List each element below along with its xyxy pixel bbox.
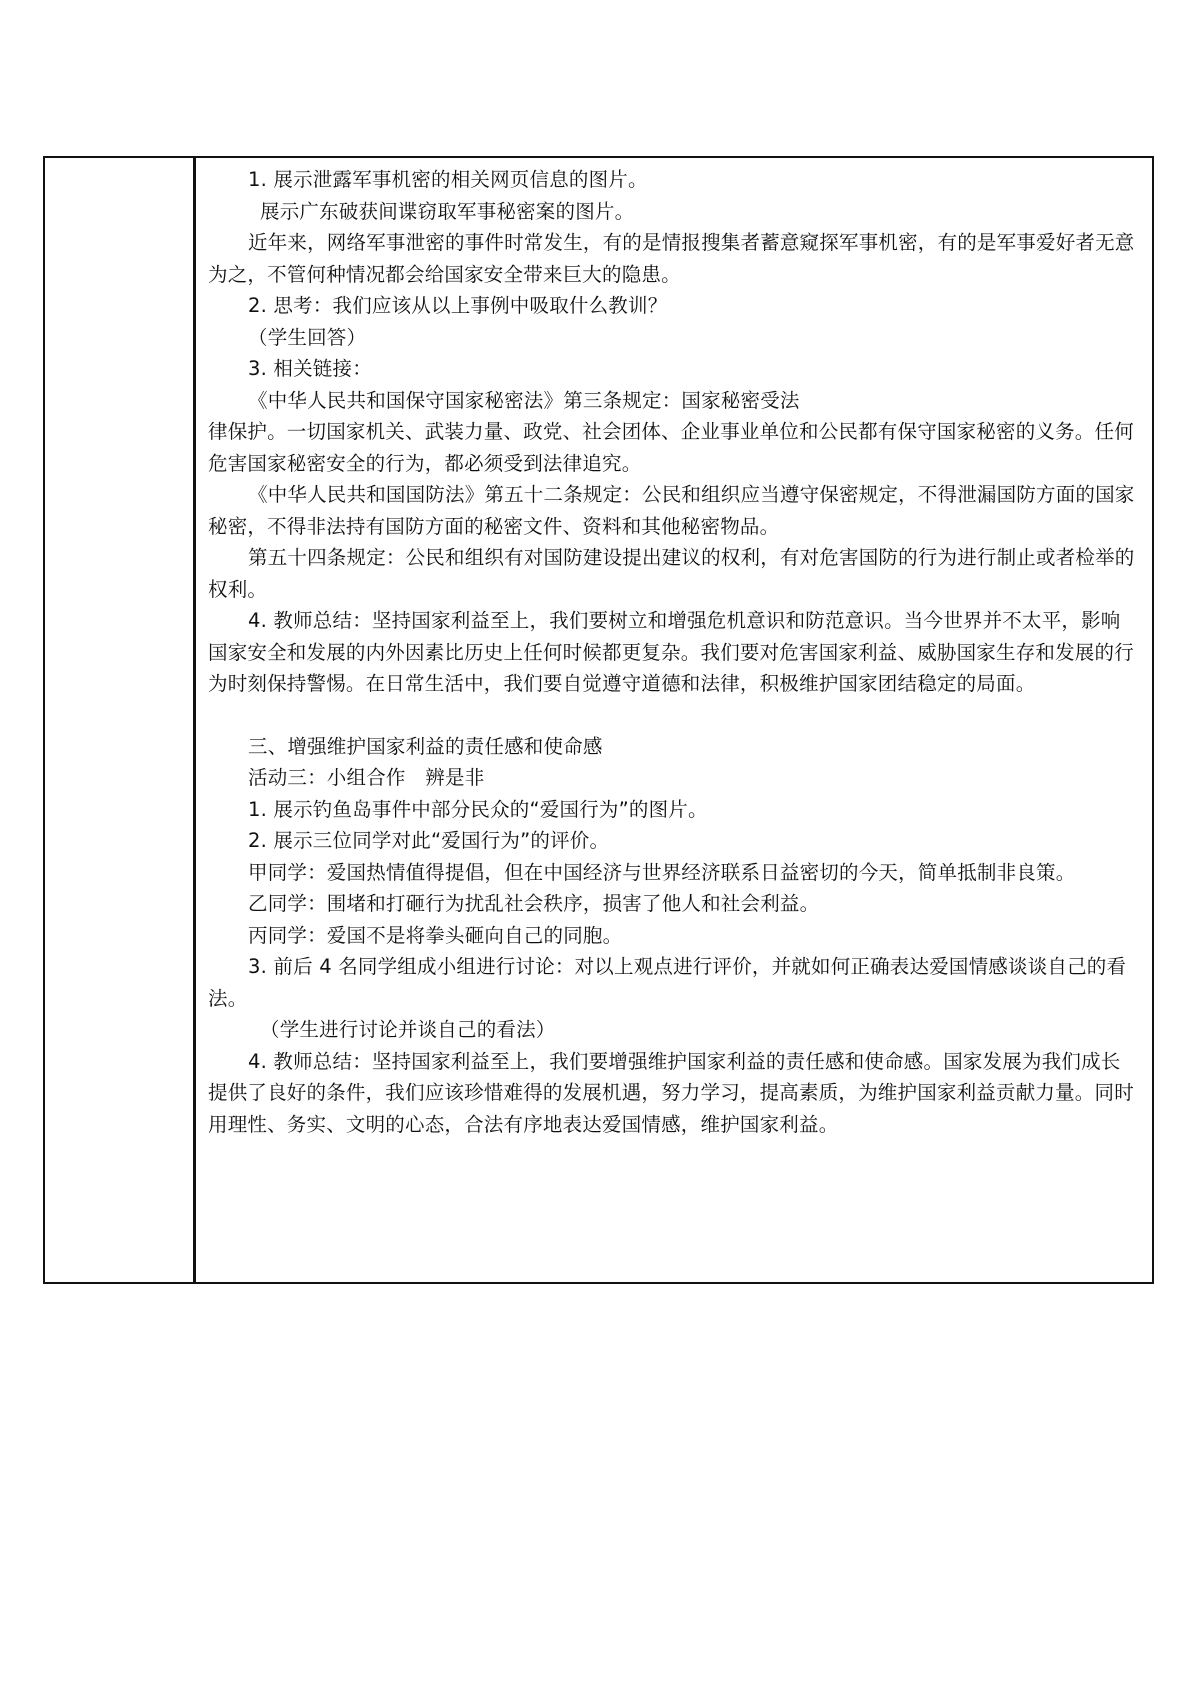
left-column-cell (44, 157, 195, 1283)
s3-student-discussion: （学生进行讨论并谈自己的看法） (260, 1018, 556, 1041)
s2-law-secrets-line1: 《中华人民共和国保守国家秘密法》第三条规定：国家秘密受法 (248, 388, 800, 412)
s2-item-2: 2. 思考：我们应该从以上事例中吸取什么教训？ (248, 294, 668, 317)
content-cell (195, 157, 1154, 1283)
s2-item-1-sub: 展示广东破获间谍窃取军事秘密案的图片。 (260, 199, 635, 223)
section-spacer (208, 700, 1138, 731)
s2-item-3: 3. 相关链接： (248, 357, 372, 380)
s2-item-1: 1. 展示泄露军事机密的相关网页信息的图片。 (248, 168, 648, 191)
s2-law-defense-52: 《中华人民共和国国防法》第五十二条规定：公民和组织应当遵守保密规定，不得泄漏国防方面的国家秘密，不得非法持有国防方面的秘密文件、资料和其他秘密物品。 (208, 483, 1135, 538)
s3-item-3: 3. 前后 4 名同学组成小组进行讨论：对以上观点进行评价，并就如何正确表达爱国情感谈谈自己的看法。 (208, 955, 1127, 1010)
s2-narrative: 近年来，网络军事泄密的事件时常发生，有的是情报搜集者蓄意窥探军事机密，有的是军事爱好者无意为之，不管何种情况都会给国家安全带来巨大的隐患。 (208, 231, 1135, 286)
lesson-plan-table (43, 156, 1154, 1284)
table-row (44, 157, 1153, 1283)
s3-item-1: 1. 展示钓鱼岛事件中部分民众的“爱国行为”的图片。 (248, 797, 708, 821)
s3-student-b: 乙同学：围堵和打砸行为扰乱社会秩序，损害了他人和社会利益。 (248, 892, 820, 915)
s3-item-2: 2. 展示三位同学对此“爱国行为”的评价。 (248, 829, 610, 852)
s2-teacher-summary: 4. 教师总结：坚持国家利益至上，我们要树立和增强危机意识和防范意识。当今世界并不太平，影响国家安全和发展的内外因素比历史上任何时候都更复杂。我们要对危害国家利益、威胁国家生存和发展的行为时刻保持警惕。在日常生活中，我们要自觉遵守道德和法律，积极维护国家团结稳定的局面。 (208, 609, 1134, 695)
s3-student-c: 丙同学：爱国不是将拳头砸向自己的同胞。 (248, 923, 623, 947)
s2-student-answer: （学生回答） (248, 325, 367, 349)
s3-heading: 三、增强维护国家利益的责任感和使命感 (248, 734, 603, 758)
s2-law-secrets-line2: 律保护。一切国家机关、武装力量、政党、社会团体、企业事业单位和公民都有保守国家秘密的义务。任何危害国家秘密安全的行为，都必须受到法律追究。 (208, 420, 1134, 475)
s3-teacher-summary: 4. 教师总结：坚持国家利益至上，我们要增强维护国家利益的责任感和使命感。国家发展为我们成长提供了良好的条件，我们应该珍惜难得的发展机遇，努力学习，提高素质，为维护国家利益贡献力量。同时用理性、务实、文明的心态，合法有序地表达爱国情感，维护国家利益。 (208, 1049, 1134, 1136)
s3-activity: 活动三：小组合作 辨是非 (248, 766, 485, 789)
s3-student-a: 甲同学：爱国热情值得提倡，但在中国经济与世界经济联系日益密切的今天，简单抵制非良策。 (248, 860, 1076, 884)
s2-law-defense-54: 第五十四条规定：公民和组织有对国防建设提出建议的权利，有对危害国防的行为进行制止或者检举的权利。 (208, 546, 1135, 601)
